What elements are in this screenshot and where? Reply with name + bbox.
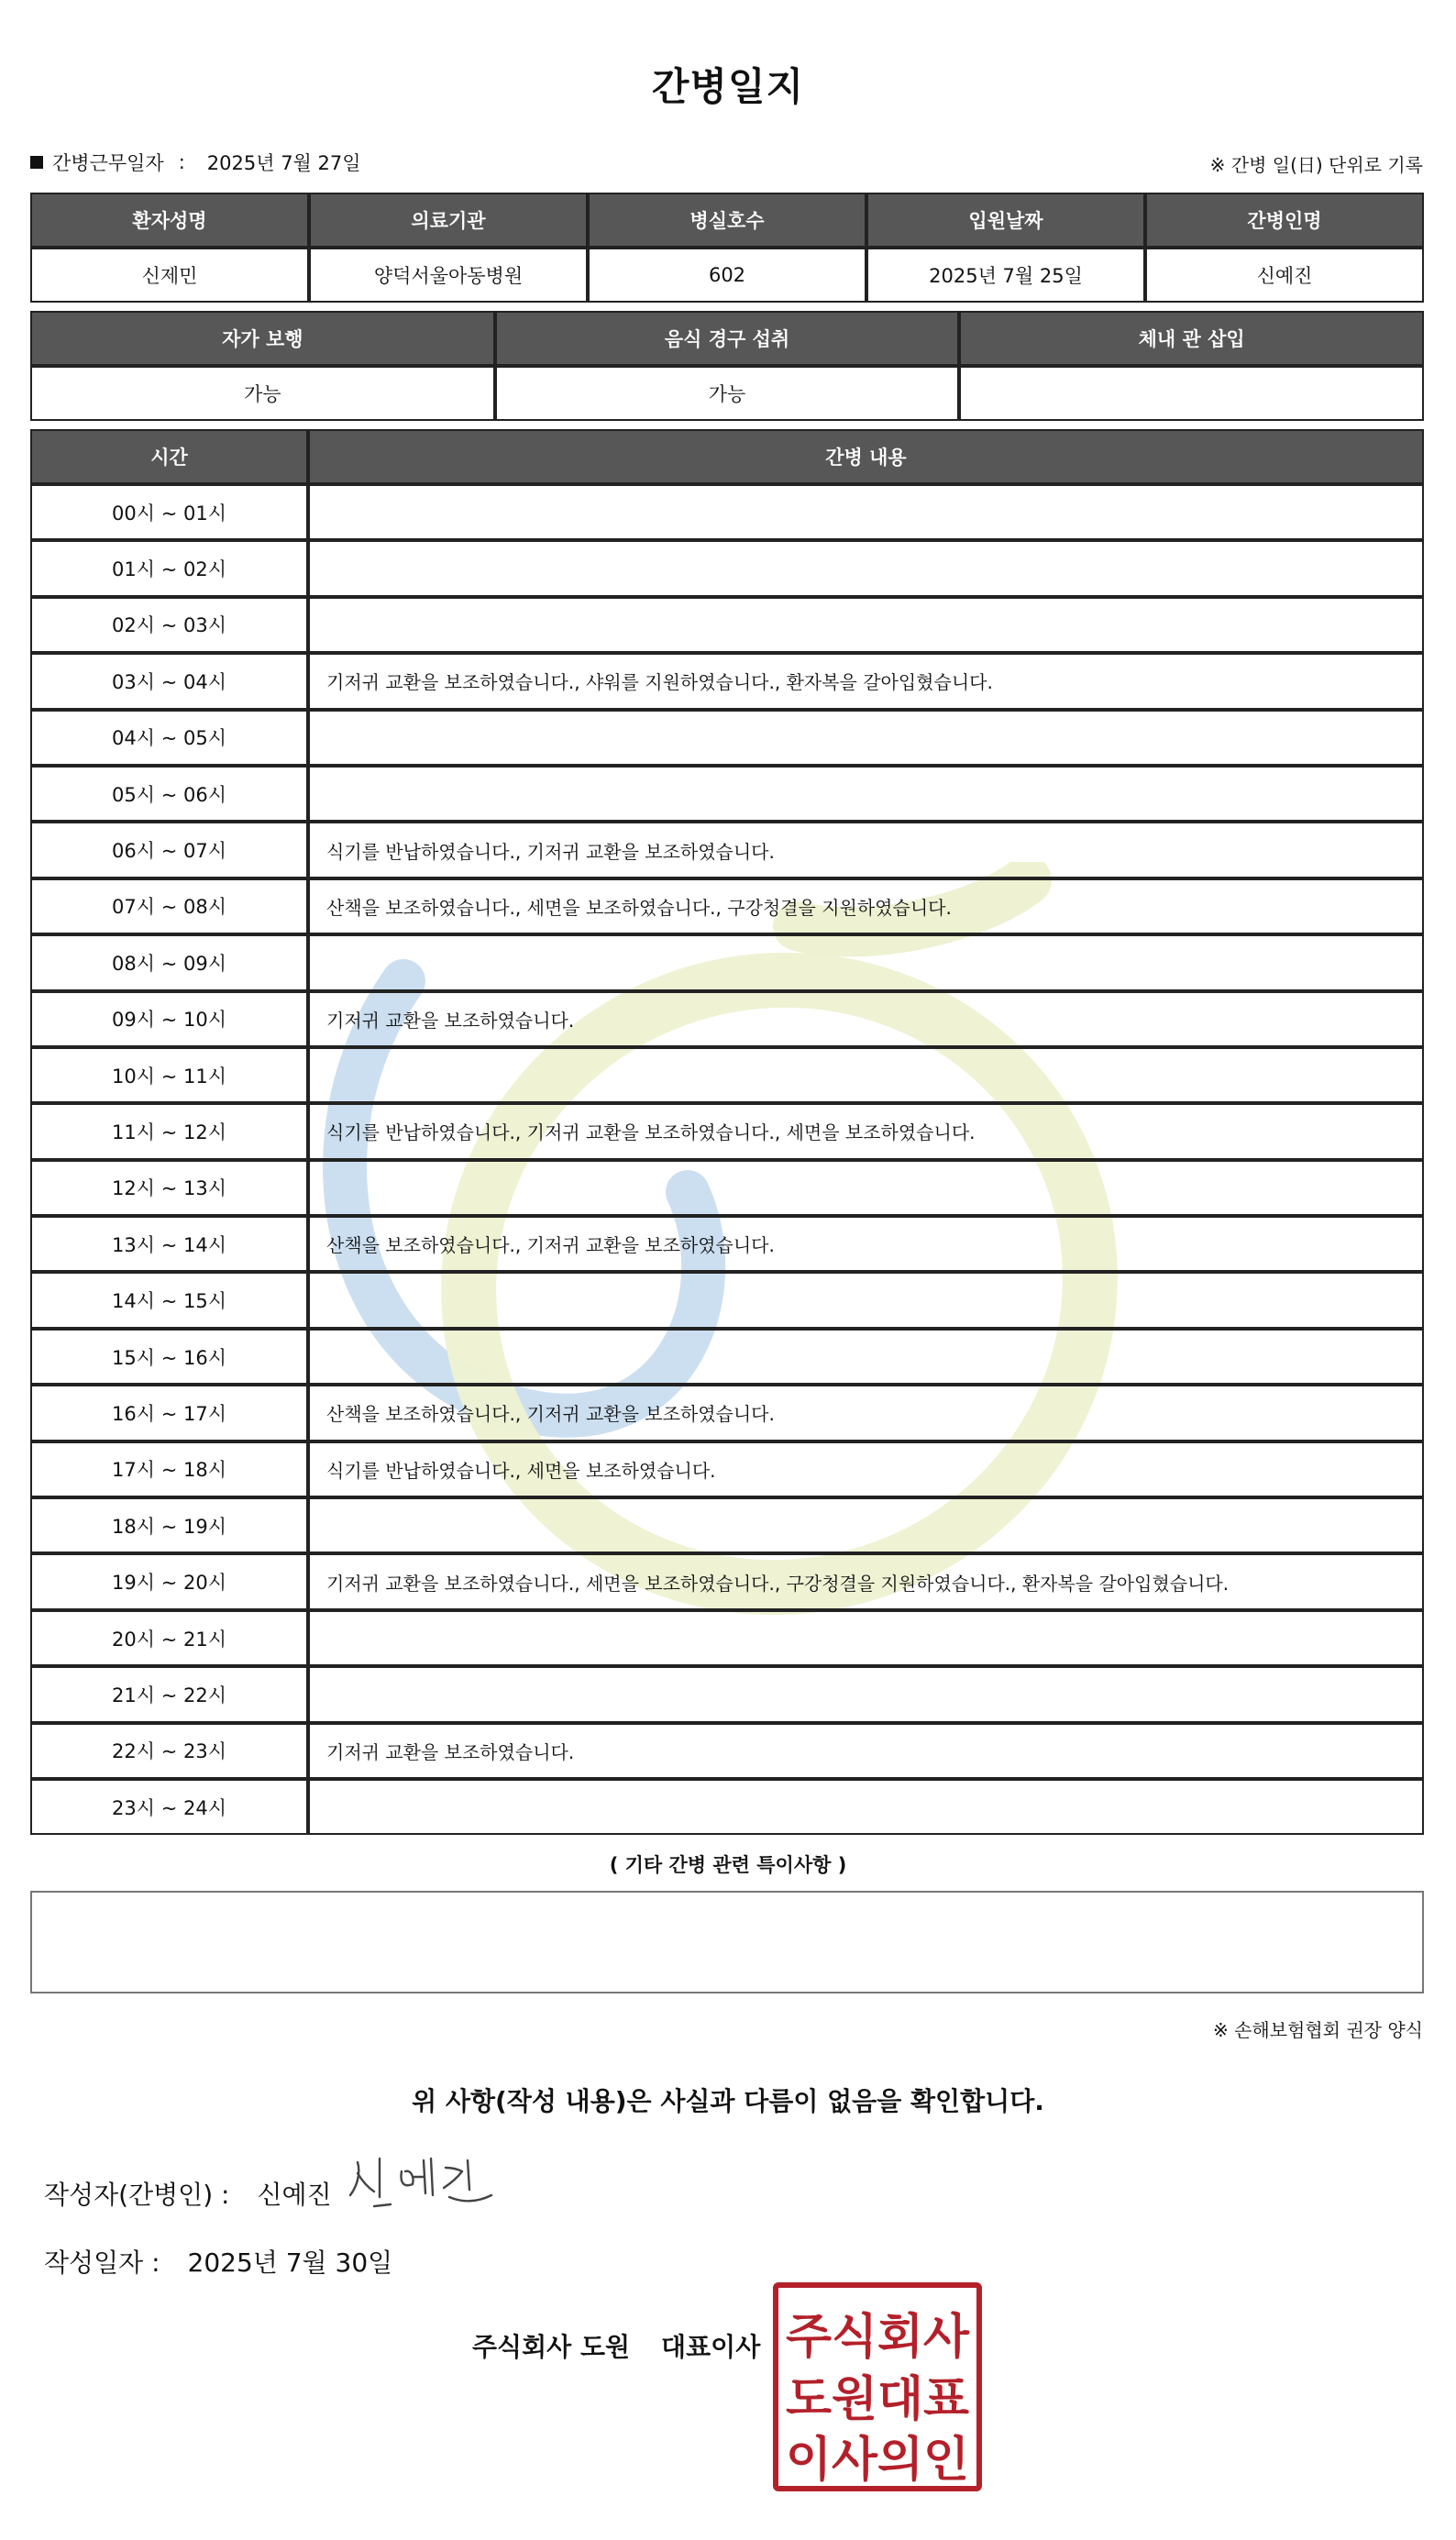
seal-line-2: 도원대표: [786, 2372, 969, 2427]
table-row: [30, 1047, 1424, 1103]
care-log-rows: [30, 484, 1424, 1835]
ceo-title: 대표이사: [661, 2332, 761, 2362]
time-slot: 23시 ~ 24시: [30, 1779, 308, 1835]
time-slot: 02시 ~ 03시: [30, 597, 308, 653]
care-content: [308, 484, 1424, 540]
table-row: [30, 1272, 1424, 1328]
care-content: [308, 766, 1424, 822]
time-slot: 07시 ~ 08시: [30, 878, 308, 934]
time-slot: 08시 ~ 09시: [30, 934, 308, 990]
oral-intake-value: 가능: [495, 366, 960, 421]
bullet-square-icon: [30, 156, 43, 169]
care-content: 식기를 반납하였습니다., 기저귀 교환을 보조하였습니다., 세면을 보조하였습니다.: [308, 1103, 1424, 1159]
header-hospital: 의료기관: [309, 193, 588, 248]
time-slot: 14시 ~ 15시: [30, 1272, 308, 1328]
care-content: 기저귀 교환을 보조하였습니다.: [308, 991, 1424, 1047]
care-content: [308, 1497, 1424, 1553]
table-row: [30, 991, 1424, 1047]
header-admission-date: 입원날짜: [866, 193, 1145, 248]
special-notes-box: [30, 1891, 1424, 1993]
work-date-label: 간병근무일자: [52, 152, 164, 174]
time-slot: 01시 ~ 02시: [30, 540, 308, 596]
time-slot: 05시 ~ 06시: [30, 766, 308, 822]
care-content: 기저귀 교환을 보조하였습니다.: [308, 1723, 1424, 1779]
care-content: 식기를 반납하였습니다., 기저귀 교환을 보조하였습니다.: [308, 822, 1424, 878]
admission-date: 2025년 7월 25일: [866, 248, 1145, 303]
header-room: 병실호수: [588, 193, 866, 248]
time-slot: 15시 ~ 16시: [30, 1329, 308, 1385]
care-content: 산책을 보조하였습니다., 기저귀 교환을 보조하였습니다.: [308, 1385, 1424, 1441]
company-seal-stamp: [772, 2281, 983, 2492]
self-walking-value: 가능: [30, 366, 495, 421]
time-slot: 22시 ~ 23시: [30, 1723, 308, 1779]
table-row: [30, 878, 1424, 934]
work-date-value: 2025년 7월 27일: [206, 152, 361, 174]
header-patient-name: 환자성명: [30, 193, 309, 248]
table-row: [30, 1497, 1424, 1553]
write-date-row: [44, 2243, 392, 2280]
time-slot: 20시 ~ 21시: [30, 1610, 308, 1666]
writer-name: 신예진: [257, 2180, 332, 2210]
hospital-name: 양덕서울아동병원: [309, 248, 588, 303]
header-time: 시간: [30, 429, 308, 484]
header-tube-insertion: 체내 관 삽입: [959, 311, 1424, 366]
table-row: [30, 1329, 1424, 1385]
header-caregiver-name: 간병인명: [1145, 193, 1424, 248]
table-row: [30, 1216, 1424, 1272]
write-date-value: 2025년 7월 30일: [187, 2247, 393, 2278]
care-content: [308, 934, 1424, 990]
page-title: 간병일지: [651, 64, 805, 109]
patient-name: 신제민: [30, 248, 309, 303]
time-slot: 04시 ~ 05시: [30, 710, 308, 766]
table-row: [30, 934, 1424, 990]
header-care-content: 간병 내용: [308, 429, 1424, 484]
care-content: [308, 597, 1424, 653]
care-content: [308, 1329, 1424, 1385]
table-row: [30, 1666, 1424, 1722]
table-row: [30, 484, 1424, 540]
header-oral-intake: 음식 경구 섭취: [495, 311, 960, 366]
time-slot: 09시 ~ 10시: [30, 991, 308, 1047]
table-row: [30, 822, 1424, 878]
care-content: [308, 1779, 1424, 1835]
work-date-separator: :: [178, 151, 185, 173]
care-content: [308, 1272, 1424, 1328]
care-content: [308, 540, 1424, 596]
table-row: [30, 1723, 1424, 1779]
care-content: 식기를 반납하였습니다., 세면을 보조하였습니다.: [308, 1441, 1424, 1497]
table-row: [30, 1441, 1424, 1497]
time-slot: 11시 ~ 12시: [30, 1103, 308, 1159]
caregiver-name: 신예진: [1145, 248, 1424, 303]
table-row: [30, 653, 1424, 709]
confirmation-statement: 위 사항(작성 내용)은 사실과 다름이 없음을 확인합니다.: [412, 2086, 1044, 2116]
company-signature-line: [472, 2327, 760, 2364]
writer-label: 작성자(간병인) :: [44, 2180, 230, 2210]
time-slot: 00시 ~ 01시: [30, 484, 308, 540]
care-content: [308, 1610, 1424, 1666]
care-content: [308, 1160, 1424, 1216]
time-slot: 13시 ~ 14시: [30, 1216, 308, 1272]
header-self-walking: 자가 보행: [30, 311, 495, 366]
form-source-note: ※ 손해보험협회 권장 양식: [1212, 2019, 1423, 2041]
time-slot: 12시 ~ 13시: [30, 1160, 308, 1216]
time-slot: 19시 ~ 20시: [30, 1553, 308, 1609]
table-row: [30, 1385, 1424, 1441]
care-content: [308, 1666, 1424, 1722]
care-content: 기저귀 교환을 보조하였습니다., 샤워를 지원하였습니다., 환자복을 갈아입혔습니다.: [308, 653, 1424, 709]
room-number: 602: [588, 248, 866, 303]
work-date-row: [30, 149, 361, 176]
table-row: [30, 597, 1424, 653]
table-row: [30, 766, 1424, 822]
care-content: 산책을 보조하였습니다., 기저귀 교환을 보조하였습니다.: [308, 1216, 1424, 1272]
special-notes-title: ( 기타 간병 관련 특이사항 ): [609, 1854, 847, 1876]
seal-line-3: 이사의인: [786, 2433, 969, 2488]
table-row: [30, 1779, 1424, 1835]
tube-insertion-value: [959, 366, 1424, 421]
time-slot: 21시 ~ 22시: [30, 1666, 308, 1722]
table-row: [30, 1160, 1424, 1216]
time-slot: 03시 ~ 04시: [30, 653, 308, 709]
writer-row: [44, 2175, 332, 2212]
company-name: 주식회사 도원: [472, 2332, 631, 2362]
patient-status-table: [30, 311, 1424, 421]
time-slot: 17시 ~ 18시: [30, 1441, 308, 1497]
patient-info-table: [30, 193, 1424, 303]
time-slot: 06시 ~ 07시: [30, 822, 308, 878]
table-row: [30, 710, 1424, 766]
seal-line-1: 주식회사: [786, 2310, 970, 2365]
care-content: 기저귀 교환을 보조하였습니다., 세면을 보조하였습니다., 구강청결을 지원하였습니다., 환자복을 갈아입혔습니다.: [308, 1553, 1424, 1609]
time-slot: 10시 ~ 11시: [30, 1047, 308, 1103]
table-row: [30, 540, 1424, 596]
care-log-table: [30, 429, 1424, 1835]
record-unit-note: ※ 간병 일(日) 단위로 기록: [1209, 154, 1423, 176]
write-date-label: 작성일자 :: [44, 2247, 160, 2278]
table-row: [30, 1103, 1424, 1159]
care-content: [308, 1047, 1424, 1103]
time-slot: 18시 ~ 19시: [30, 1497, 308, 1553]
care-content: 산책을 보조하였습니다., 세면을 보조하였습니다., 구강청결을 지원하였습니다.: [308, 878, 1424, 934]
table-row: [30, 1610, 1424, 1666]
time-slot: 16시 ~ 17시: [30, 1385, 308, 1441]
table-row: [30, 1553, 1424, 1609]
handwritten-signature: [347, 2151, 502, 2215]
care-content: [308, 710, 1424, 766]
